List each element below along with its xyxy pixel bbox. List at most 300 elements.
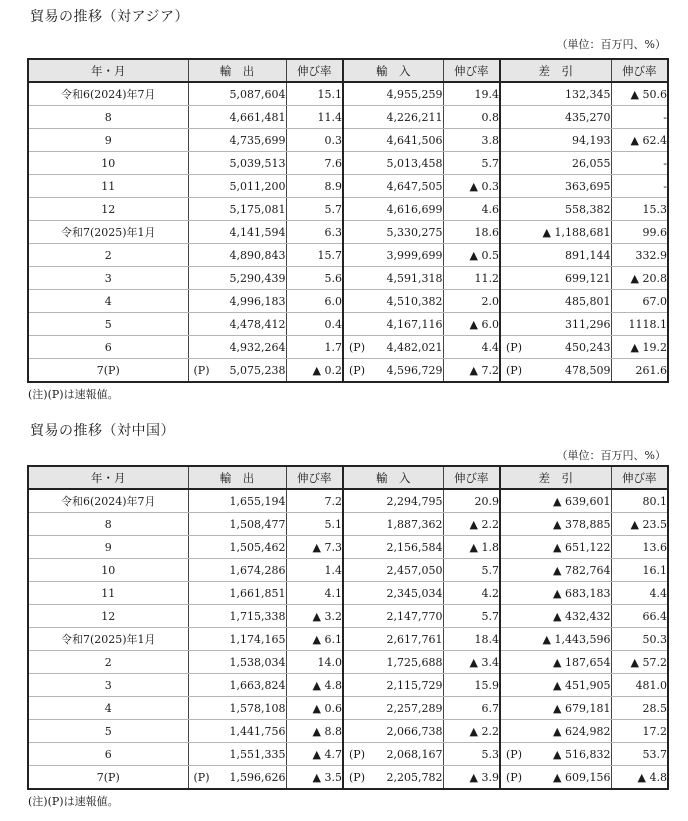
balance-value: ▲ 187,654	[553, 655, 611, 669]
imports-cell	[343, 129, 443, 152]
table-row	[28, 674, 668, 697]
balance-growth-cell: 481.0	[611, 674, 668, 697]
month-cell: 6	[28, 743, 188, 766]
export-growth-cell: 4.1	[286, 582, 343, 605]
export-growth-cell: 1.7	[286, 336, 343, 359]
imports-value: 4,591,318	[386, 271, 443, 285]
table-row	[28, 267, 668, 290]
china-table-body	[28, 489, 668, 789]
table-row	[28, 536, 668, 559]
table-row	[28, 766, 668, 790]
imports-value: 2,345,034	[386, 586, 443, 600]
import-growth-cell: ▲ 1.8	[443, 536, 500, 559]
table-row	[28, 651, 668, 674]
month-cell: 12	[28, 198, 188, 221]
balance-value: 558,382	[565, 202, 611, 216]
header-export-growth: 伸び率	[286, 59, 343, 82]
month-cell: 11	[28, 582, 188, 605]
balance-value: ▲ 1,188,681	[542, 225, 611, 239]
exports-cell	[188, 267, 286, 290]
exports-value: 1,596,626	[229, 770, 286, 784]
table-row	[28, 313, 668, 336]
export-growth-cell: 15.1	[286, 82, 343, 106]
exports-value: 1,505,462	[229, 540, 286, 554]
exports-value: 1,715,338	[229, 609, 286, 623]
month-cell: 9	[28, 536, 188, 559]
exports-cell	[188, 697, 286, 720]
balance-value: ▲ 432,432	[553, 609, 611, 623]
exports-value: 5,087,604	[229, 87, 286, 101]
preliminary-mark: (P)	[506, 340, 522, 354]
table-row	[28, 489, 668, 513]
balance-growth-cell: ▲ 20.8	[611, 267, 668, 290]
table-row	[28, 106, 668, 129]
imports-value: 2,294,795	[386, 494, 443, 508]
header-month: 年・月	[28, 466, 188, 489]
import-growth-cell: 11.2	[443, 267, 500, 290]
balance-cell	[500, 720, 611, 743]
import-growth-cell: 18.4	[443, 628, 500, 651]
imports-cell	[343, 290, 443, 313]
import-growth-cell: 15.9	[443, 674, 500, 697]
china-section-title: 貿易の推移（対中国）	[30, 423, 175, 439]
preliminary-mark: (P)	[506, 363, 522, 377]
table-row	[28, 129, 668, 152]
exports-cell	[188, 198, 286, 221]
asia-note: (注)(P)は速報値。	[28, 388, 119, 401]
export-growth-cell: 5.1	[286, 513, 343, 536]
imports-cell	[343, 267, 443, 290]
imports-cell	[343, 628, 443, 651]
table-row	[28, 290, 668, 313]
balance-cell	[500, 628, 611, 651]
export-growth-cell: 8.9	[286, 175, 343, 198]
exports-value: 5,011,200	[229, 179, 286, 193]
exports-value: 1,661,851	[229, 586, 286, 600]
balance-growth-cell: 4.4	[611, 582, 668, 605]
imports-cell	[343, 766, 443, 790]
header-import-growth: 伸び率	[443, 466, 500, 489]
month-cell: 7(P)	[28, 359, 188, 383]
balance-growth-cell: 67.0	[611, 290, 668, 313]
export-growth-cell: ▲ 0.6	[286, 697, 343, 720]
imports-value: 2,068,167	[386, 747, 443, 761]
month-cell: 3	[28, 267, 188, 290]
balance-value: 26,055	[572, 156, 611, 170]
month-cell: 8	[28, 106, 188, 129]
imports-value: 4,955,259	[386, 87, 443, 101]
imports-cell	[343, 336, 443, 359]
balance-cell	[500, 129, 611, 152]
exports-value: 4,735,699	[229, 133, 286, 147]
balance-cell	[500, 267, 611, 290]
balance-cell	[500, 221, 611, 244]
imports-cell	[343, 152, 443, 175]
exports-value: 4,890,843	[229, 248, 286, 262]
import-growth-cell: 5.7	[443, 152, 500, 175]
import-growth-cell: ▲ 3.9	[443, 766, 500, 790]
imports-value: 2,066,738	[386, 724, 443, 738]
balance-growth-cell: 66.4	[611, 605, 668, 628]
imports-value: 5,330,275	[386, 225, 443, 239]
month-cell: 12	[28, 605, 188, 628]
exports-cell	[188, 489, 286, 513]
balance-value: ▲ 651,122	[553, 540, 611, 554]
balance-growth-cell: 99.6	[611, 221, 668, 244]
imports-cell	[343, 605, 443, 628]
table-row	[28, 175, 668, 198]
balance-cell	[500, 582, 611, 605]
import-growth-cell: ▲ 6.0	[443, 313, 500, 336]
exports-value: 1,508,477	[229, 517, 286, 531]
balance-cell	[500, 152, 611, 175]
exports-value: 1,174,165	[229, 632, 286, 646]
imports-value: 3,999,699	[386, 248, 443, 262]
balance-value: ▲ 609,156	[553, 770, 611, 784]
preliminary-mark: (P)	[193, 770, 210, 784]
month-cell: 令和6(2024)年7月	[28, 489, 188, 513]
imports-cell	[343, 359, 443, 383]
imports-cell	[343, 582, 443, 605]
month-cell: 6	[28, 336, 188, 359]
month-cell: 3	[28, 674, 188, 697]
balance-cell	[500, 313, 611, 336]
imports-cell	[343, 743, 443, 766]
export-growth-cell: 0.3	[286, 129, 343, 152]
exports-value: 5,075,238	[229, 363, 286, 377]
imports-cell	[343, 513, 443, 536]
balance-value: 478,509	[565, 363, 611, 377]
balance-cell	[500, 743, 611, 766]
exports-cell	[188, 674, 286, 697]
balance-growth-cell: 261.6	[611, 359, 668, 383]
balance-value: ▲ 451,905	[553, 678, 611, 692]
imports-cell	[343, 559, 443, 582]
import-growth-cell: 0.8	[443, 106, 500, 129]
export-growth-cell: 0.4	[286, 313, 343, 336]
imports-value: 4,167,116	[386, 317, 443, 331]
export-growth-cell: ▲ 3.5	[286, 766, 343, 790]
preliminary-mark: (P)	[193, 363, 210, 377]
balance-cell	[500, 651, 611, 674]
imports-value: 1,887,362	[386, 517, 443, 531]
preliminary-mark: (P)	[349, 340, 365, 354]
table-row	[28, 559, 668, 582]
month-cell: 10	[28, 559, 188, 582]
exports-cell	[188, 313, 286, 336]
header-balance-growth: 伸び率	[611, 466, 668, 489]
header-imports: 輸 入	[343, 466, 443, 489]
exports-value: 5,290,439	[229, 271, 286, 285]
exports-value: 5,039,513	[229, 156, 286, 170]
export-growth-cell: ▲ 3.2	[286, 605, 343, 628]
header-balance-growth: 伸び率	[611, 59, 668, 82]
exports-value: 1,578,108	[229, 701, 286, 715]
china-trade-table	[27, 465, 669, 790]
month-cell: 5	[28, 720, 188, 743]
imports-value: 4,596,729	[386, 363, 443, 377]
asia-header-row	[28, 59, 668, 82]
imports-cell	[343, 221, 443, 244]
import-growth-cell: 5.3	[443, 743, 500, 766]
imports-value: 5,013,458	[386, 156, 443, 170]
balance-growth-cell: 1118.1	[611, 313, 668, 336]
import-growth-cell: ▲ 0.3	[443, 175, 500, 198]
table-row	[28, 743, 668, 766]
balance-growth-cell: 332.9	[611, 244, 668, 267]
table-row	[28, 198, 668, 221]
export-growth-cell: 5.7	[286, 198, 343, 221]
header-balance: 差 引	[500, 59, 611, 82]
balance-value: ▲ 782,764	[553, 563, 611, 577]
exports-cell	[188, 605, 286, 628]
imports-value: 2,147,770	[386, 609, 443, 623]
header-exports: 輸 出	[188, 59, 286, 82]
table-row	[28, 697, 668, 720]
balance-value: ▲ 639,601	[553, 494, 611, 508]
exports-value: 4,141,594	[229, 225, 286, 239]
balance-value: ▲ 683,183	[553, 586, 611, 600]
month-cell: 2	[28, 244, 188, 267]
table-row	[28, 221, 668, 244]
table-row	[28, 582, 668, 605]
month-cell: 8	[28, 513, 188, 536]
exports-cell	[188, 336, 286, 359]
balance-growth-cell: 50.3	[611, 628, 668, 651]
balance-value: 311,296	[565, 317, 611, 331]
header-month: 年・月	[28, 59, 188, 82]
table-row	[28, 720, 668, 743]
balance-cell	[500, 198, 611, 221]
imports-value: 4,226,211	[386, 110, 443, 124]
balance-cell	[500, 336, 611, 359]
balance-cell	[500, 290, 611, 313]
balance-growth-cell: 53.7	[611, 743, 668, 766]
balance-value: 450,243	[565, 340, 611, 354]
balance-value: 363,695	[565, 179, 611, 193]
table-row	[28, 244, 668, 267]
import-growth-cell: 18.6	[443, 221, 500, 244]
header-balance: 差 引	[500, 466, 611, 489]
balance-growth-cell: -	[611, 152, 668, 175]
header-export-growth: 伸び率	[286, 466, 343, 489]
import-growth-cell: 19.4	[443, 82, 500, 106]
balance-cell	[500, 766, 611, 790]
balance-value: 699,121	[565, 271, 611, 285]
imports-value: 4,641,506	[386, 133, 443, 147]
header-import-growth: 伸び率	[443, 59, 500, 82]
balance-cell	[500, 244, 611, 267]
exports-cell	[188, 106, 286, 129]
table-row	[28, 605, 668, 628]
asia-section-title: 貿易の推移（対アジア）	[30, 9, 189, 25]
exports-cell	[188, 513, 286, 536]
header-imports: 輸 入	[343, 59, 443, 82]
month-cell: 10	[28, 152, 188, 175]
imports-value: 4,482,021	[386, 340, 443, 354]
balance-growth-cell: 17.2	[611, 720, 668, 743]
exports-cell	[188, 152, 286, 175]
import-growth-cell: ▲ 7.2	[443, 359, 500, 383]
export-growth-cell: 7.2	[286, 489, 343, 513]
asia-unit-label: （単位：百万円、%）	[556, 38, 666, 51]
preliminary-mark: (P)	[349, 747, 365, 761]
exports-value: 4,661,481	[229, 110, 286, 124]
imports-cell	[343, 175, 443, 198]
exports-value: 1,663,824	[229, 678, 286, 692]
import-growth-cell: ▲ 2.2	[443, 720, 500, 743]
imports-cell	[343, 106, 443, 129]
balance-value: ▲ 624,982	[553, 724, 611, 738]
exports-cell	[188, 720, 286, 743]
imports-cell	[343, 244, 443, 267]
balance-cell	[500, 489, 611, 513]
balance-growth-cell: ▲ 50.6	[611, 82, 668, 106]
import-growth-cell: ▲ 3.4	[443, 651, 500, 674]
balance-growth-cell: ▲ 4.8	[611, 766, 668, 790]
exports-cell	[188, 766, 286, 790]
balance-growth-cell: ▲ 62.4	[611, 129, 668, 152]
preliminary-mark: (P)	[349, 770, 365, 784]
table-row	[28, 82, 668, 106]
balance-growth-cell: ▲ 57.2	[611, 651, 668, 674]
exports-cell	[188, 559, 286, 582]
imports-cell	[343, 82, 443, 106]
exports-cell	[188, 628, 286, 651]
exports-cell	[188, 651, 286, 674]
month-cell: 5	[28, 313, 188, 336]
imports-cell	[343, 313, 443, 336]
import-growth-cell: 5.7	[443, 605, 500, 628]
exports-cell	[188, 743, 286, 766]
asia-trade-table	[27, 58, 669, 383]
imports-value: 2,257,289	[386, 701, 443, 715]
export-growth-cell: ▲ 4.8	[286, 674, 343, 697]
month-cell: 9	[28, 129, 188, 152]
import-growth-cell: ▲ 0.5	[443, 244, 500, 267]
imports-cell	[343, 489, 443, 513]
export-growth-cell: ▲ 7.3	[286, 536, 343, 559]
imports-cell	[343, 536, 443, 559]
export-growth-cell: ▲ 0.2	[286, 359, 343, 383]
balance-cell	[500, 559, 611, 582]
exports-value: 4,996,183	[229, 294, 286, 308]
balance-cell	[500, 175, 611, 198]
balance-value: ▲ 378,885	[553, 517, 611, 531]
exports-cell	[188, 536, 286, 559]
exports-value: 1,441,756	[229, 724, 286, 738]
imports-value: 4,510,382	[386, 294, 443, 308]
export-growth-cell: ▲ 8.8	[286, 720, 343, 743]
balance-value: ▲ 1,443,596	[542, 632, 611, 646]
exports-value: 1,551,335	[229, 747, 286, 761]
table-row	[28, 628, 668, 651]
month-cell: 4	[28, 290, 188, 313]
exports-cell	[188, 582, 286, 605]
month-cell: 令和6(2024)年7月	[28, 82, 188, 106]
balance-growth-cell: 28.5	[611, 697, 668, 720]
preliminary-mark: (P)	[506, 770, 522, 784]
import-growth-cell: 4.2	[443, 582, 500, 605]
table-row	[28, 336, 668, 359]
export-growth-cell: 15.7	[286, 244, 343, 267]
balance-cell	[500, 82, 611, 106]
balance-cell	[500, 697, 611, 720]
imports-value: 2,205,782	[386, 770, 443, 784]
month-cell: 4	[28, 697, 188, 720]
imports-value: 1,725,688	[386, 655, 443, 669]
balance-cell	[500, 674, 611, 697]
exports-value: 1,538,034	[229, 655, 286, 669]
imports-value: 2,156,584	[386, 540, 443, 554]
month-cell: 7(P)	[28, 766, 188, 790]
exports-value: 4,932,264	[229, 340, 286, 354]
balance-growth-cell: 16.1	[611, 559, 668, 582]
china-note: (注)(P)は速報値。	[28, 795, 119, 808]
export-growth-cell: 6.0	[286, 290, 343, 313]
china-unit-label: （単位：百万円、%）	[556, 449, 666, 462]
export-growth-cell: 6.3	[286, 221, 343, 244]
balance-growth-cell: 13.6	[611, 536, 668, 559]
preliminary-mark: (P)	[506, 747, 522, 761]
import-growth-cell: 5.7	[443, 559, 500, 582]
balance-growth-cell: ▲ 19.2	[611, 336, 668, 359]
export-growth-cell: 1.4	[286, 559, 343, 582]
export-growth-cell: 7.6	[286, 152, 343, 175]
exports-cell	[188, 82, 286, 106]
export-growth-cell: ▲ 4.7	[286, 743, 343, 766]
balance-cell	[500, 536, 611, 559]
import-growth-cell: 6.7	[443, 697, 500, 720]
imports-cell	[343, 720, 443, 743]
balance-value: 132,345	[565, 87, 611, 101]
exports-cell	[188, 244, 286, 267]
month-cell: 2	[28, 651, 188, 674]
exports-value: 4,478,412	[229, 317, 286, 331]
exports-cell	[188, 175, 286, 198]
export-growth-cell: 5.6	[286, 267, 343, 290]
import-growth-cell: 2.0	[443, 290, 500, 313]
export-growth-cell: ▲ 6.1	[286, 628, 343, 651]
balance-growth-cell: 80.1	[611, 489, 668, 513]
preliminary-mark: (P)	[349, 363, 365, 377]
balance-cell	[500, 605, 611, 628]
balance-value: 891,144	[565, 248, 611, 262]
import-growth-cell: 3.8	[443, 129, 500, 152]
imports-value: 2,457,050	[386, 563, 443, 577]
exports-cell	[188, 290, 286, 313]
export-growth-cell: 14.0	[286, 651, 343, 674]
asia-table-body	[28, 82, 668, 382]
balance-growth-cell: 15.3	[611, 198, 668, 221]
balance-value: 94,193	[572, 133, 611, 147]
exports-value: 1,674,286	[229, 563, 286, 577]
exports-cell	[188, 129, 286, 152]
imports-cell	[343, 651, 443, 674]
header-exports: 輸 出	[188, 466, 286, 489]
exports-cell	[188, 221, 286, 244]
export-growth-cell: 11.4	[286, 106, 343, 129]
imports-value: 2,617,761	[386, 632, 443, 646]
balance-growth-cell: ▲ 23.5	[611, 513, 668, 536]
balance-cell	[500, 359, 611, 383]
balance-growth-cell: -	[611, 106, 668, 129]
table-row	[28, 513, 668, 536]
balance-growth-cell: -	[611, 175, 668, 198]
china-header-row	[28, 466, 668, 489]
table-row	[28, 152, 668, 175]
imports-cell	[343, 697, 443, 720]
